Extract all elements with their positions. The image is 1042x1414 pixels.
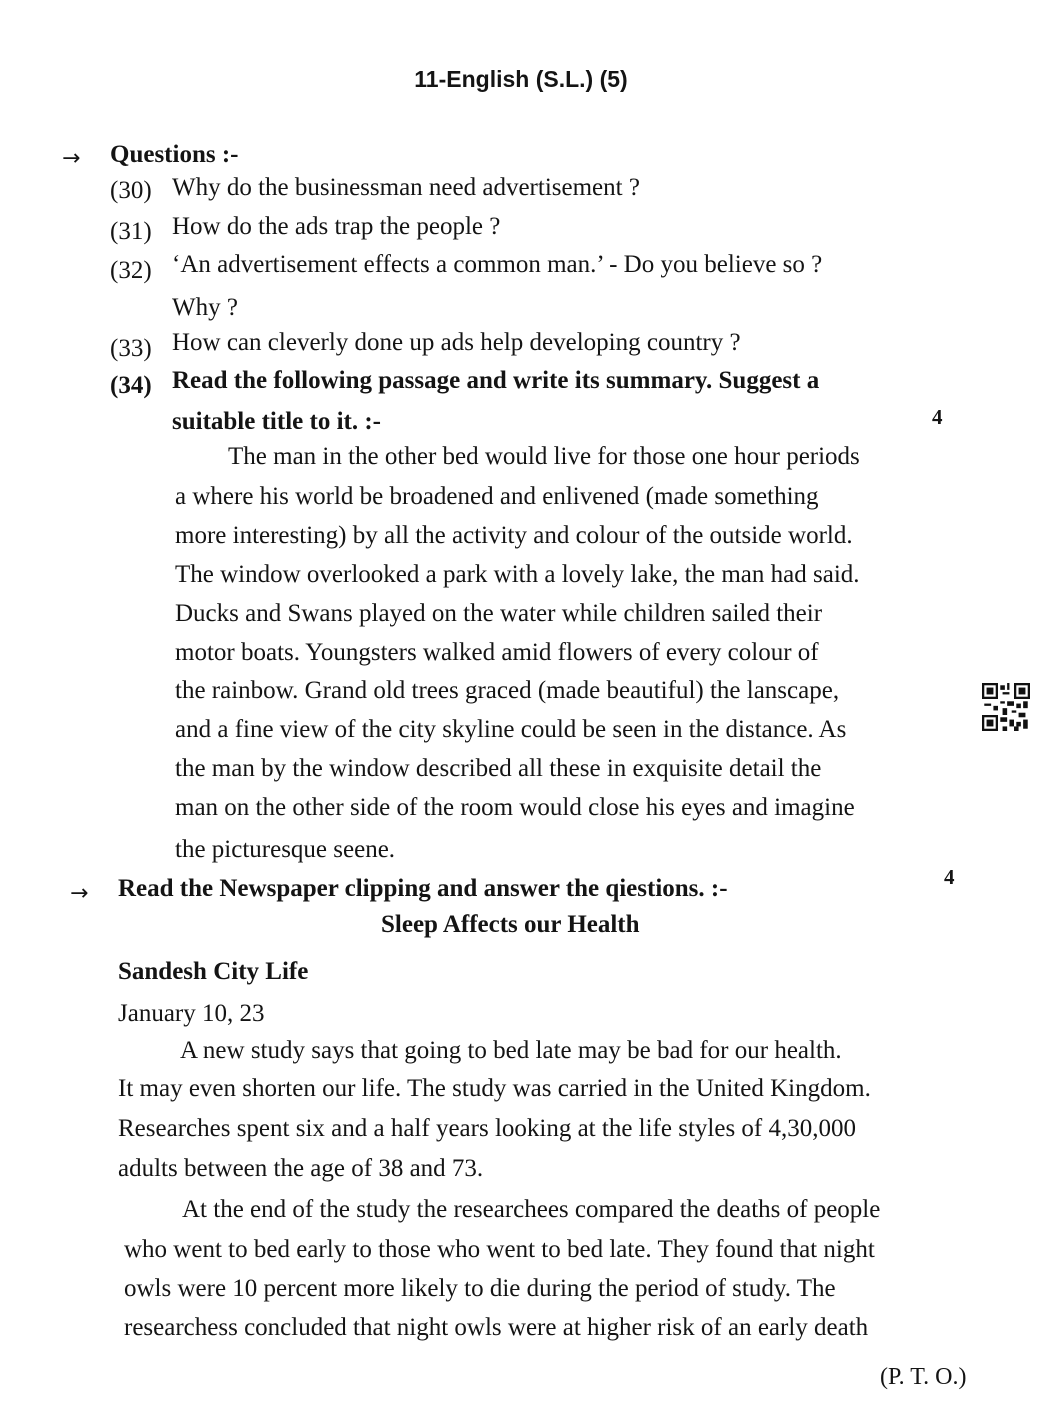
passage-line: a where his world be broadened and enlivened (made something (175, 483, 819, 510)
question-number: (34) (110, 372, 152, 399)
passage-line: more interesting) by all the activity and colour of the outside world. (175, 522, 853, 549)
question-number: (31) (110, 218, 152, 245)
pto-label: (P. T. O.) (880, 1364, 967, 1390)
question-text: Why ? (172, 294, 238, 321)
article-line: researchess concluded that night owls were at higher risk of an early death (124, 1314, 869, 1341)
passage-line: the picturesque seene. (175, 836, 396, 863)
question-text: suitable title to it. :- (172, 408, 381, 435)
passage-line: the rainbow. Grand old trees graced (made beautiful) the lanscape, (175, 677, 840, 704)
question-text: How do the ads trap the people ? (172, 213, 501, 240)
question-number: (32) (110, 257, 152, 284)
article-line: adults between the age of 38 and 73. (118, 1155, 484, 1182)
article-line: A new study says that going to bed late may be bad for our health. (180, 1037, 842, 1064)
passage-line: The man in the other bed would live for those one hour periods (228, 443, 860, 470)
newspaper-headline: Sleep Affects our Health (381, 911, 640, 938)
newspaper-source: Sandesh City Life (118, 958, 309, 985)
newspaper-instruction: Read the Newspaper clipping and answer the qiestions. :- (118, 875, 728, 902)
passage-line: Ducks and Swans played on the water while children sailed their (175, 600, 823, 627)
questions-heading: Questions :- (110, 141, 239, 168)
question-text: ‘An advertisement effects a common man.’ - Do you believe so ? (172, 251, 823, 278)
article-line: It may even shorten our life. The study was carried in the United Kingdom. (118, 1075, 871, 1102)
article-line: At the end of the study the researchees compared the deaths of people (182, 1196, 881, 1223)
passage-line: and a fine view of the city skyline could be seen in the distance. As (175, 716, 847, 743)
qr-code-icon (982, 683, 1030, 731)
question-text: Read the following passage and write its summary. Suggest a (172, 367, 820, 394)
article-line: who went to bed early to those who went to bed late. They found that night (124, 1236, 875, 1263)
passage-line: motor boats. Youngsters walked amid flowers of every colour of (175, 639, 819, 666)
question-number: (33) (110, 335, 152, 362)
article-line: Researches spent six and a half years looking at the life styles of 4,30,000 (118, 1115, 857, 1142)
page-header: 11-English (S.L.) (5) (414, 66, 628, 92)
newspaper-date: January 10, 23 (118, 1000, 265, 1027)
arrow-icon: → (70, 881, 89, 906)
passage-line: man on the other side of the room would close his eyes and imagine (175, 794, 855, 821)
question-number: (30) (110, 177, 152, 204)
arrow-icon: → (62, 146, 81, 171)
passage-line: the man by the window described all these in exquisite detail the (175, 755, 822, 782)
marks-label: 4 (944, 865, 955, 889)
question-text: How can cleverly done up ads help developing country ? (172, 329, 741, 356)
marks-label: 4 (932, 405, 943, 429)
passage-line: The window overlooked a park with a lovely lake, the man had said. (175, 561, 860, 588)
question-text: Why do the businessman need advertisement ? (172, 174, 640, 201)
article-line: owls were 10 percent more likely to die during the period of study. The (124, 1275, 836, 1302)
